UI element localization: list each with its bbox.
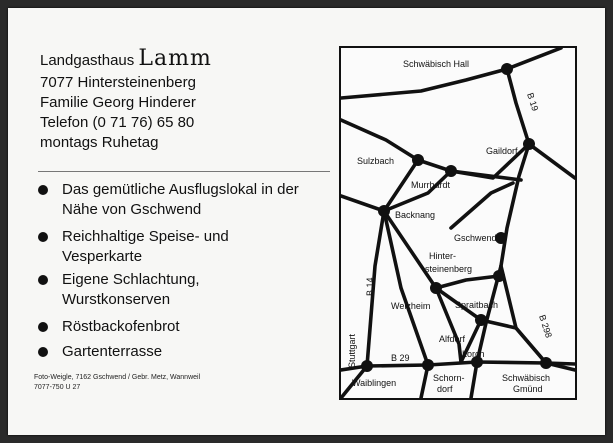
label-welzheim: Welzheim (391, 301, 431, 311)
inn-name-prefix: Landgasthaus (40, 52, 135, 69)
road-map-drawing (341, 48, 575, 398)
label-schwaebisch: Schwäbisch (502, 373, 551, 383)
town-marker (422, 359, 434, 371)
road-hall-northeast (507, 48, 561, 69)
label-road-b14: B 14 (365, 277, 375, 296)
feature-item (38, 342, 162, 362)
road-b298 (501, 266, 546, 363)
town-marker (361, 360, 373, 372)
feature-item (38, 227, 229, 267)
feature-item (38, 180, 299, 220)
town-marker (501, 63, 513, 75)
feature-text: Gartenterrasse (62, 343, 163, 360)
label-road-b19: B 19 (525, 91, 541, 113)
divider (38, 171, 330, 172)
label-hinter: Hinter- (429, 251, 457, 261)
address-line: 7077 Hintersteinenberg (40, 74, 196, 91)
town-marker (412, 154, 424, 166)
town-marker (493, 270, 505, 282)
inn-name-brand: Lamm (138, 46, 212, 71)
feature-text: Reichhaltige Speise- und Vesperkarte (62, 228, 229, 265)
feature-item (38, 317, 180, 337)
label-road-b298: B 298 (537, 313, 554, 339)
label-road-b29: B 29 (391, 353, 410, 363)
inn-name (40, 46, 212, 71)
label-backnang: Backnang (395, 210, 436, 220)
label-gschwend: Gschwend (454, 233, 497, 243)
feature-item (38, 270, 200, 310)
label-spraitbach: Spraitbach (455, 300, 499, 310)
feature-text: Eigene Schlachtung, Wurstkonserven (62, 271, 200, 308)
label-murrhardt: Murrhardt (411, 180, 451, 190)
label-steinenberg: steinenberg (425, 264, 473, 274)
road-map (339, 46, 577, 400)
town-marker (540, 357, 552, 369)
town-marker (475, 314, 487, 326)
label-gaildorf: Gaildorf (486, 146, 518, 156)
town-marker (495, 232, 507, 244)
road-murrhardt-backnang (384, 171, 451, 211)
bullet-icon (38, 275, 48, 285)
photo-credit: Foto-Weigle, 7162 Gschwend / Gebr. Metz, Wannweil (34, 374, 201, 381)
phone-line: Telefon (0 71 76) 65 80 (40, 114, 195, 131)
label-schorn: Schorn- (433, 373, 465, 383)
bullet-icon (38, 185, 48, 195)
road-steinenberg (436, 276, 499, 288)
label-gmuend: Gmünd (513, 384, 543, 394)
label-dorf: dorf (437, 384, 453, 394)
road-gschwend-feeder (451, 183, 513, 228)
bullet-icon (38, 232, 48, 242)
town-marker (445, 165, 457, 177)
label-sulzbach: Sulzbach (357, 156, 395, 166)
road-backnang-schorndorf (384, 211, 431, 365)
closed-day-line: montags Ruhetag (40, 134, 159, 151)
road-b29 (341, 362, 575, 370)
road-top (341, 69, 507, 98)
town-marker (378, 205, 390, 217)
label-alfdorf: Alfdorf (439, 334, 466, 344)
label-lorch: Lorch (462, 349, 485, 359)
family-line: Familie Georg Hinderer (40, 94, 196, 111)
road-gaildorf-east (529, 144, 575, 178)
card-code: 7077-750 U 27 (34, 384, 81, 391)
label-stuttgart: Stuttgart (347, 333, 357, 368)
label-waiblingen: Waiblingen (352, 378, 397, 388)
feature-text: Röstbackofenbrot (62, 318, 180, 335)
bullet-icon (38, 322, 48, 332)
town-marker (523, 138, 535, 150)
town-marker (430, 282, 442, 294)
feature-text: Das gemütliche Ausflugslokal in der Nähe von Gschwend (62, 181, 299, 218)
postcard (8, 8, 605, 435)
bullet-icon (38, 347, 48, 357)
label-schwaebisch-hall: Schwäbisch Hall (403, 59, 470, 69)
